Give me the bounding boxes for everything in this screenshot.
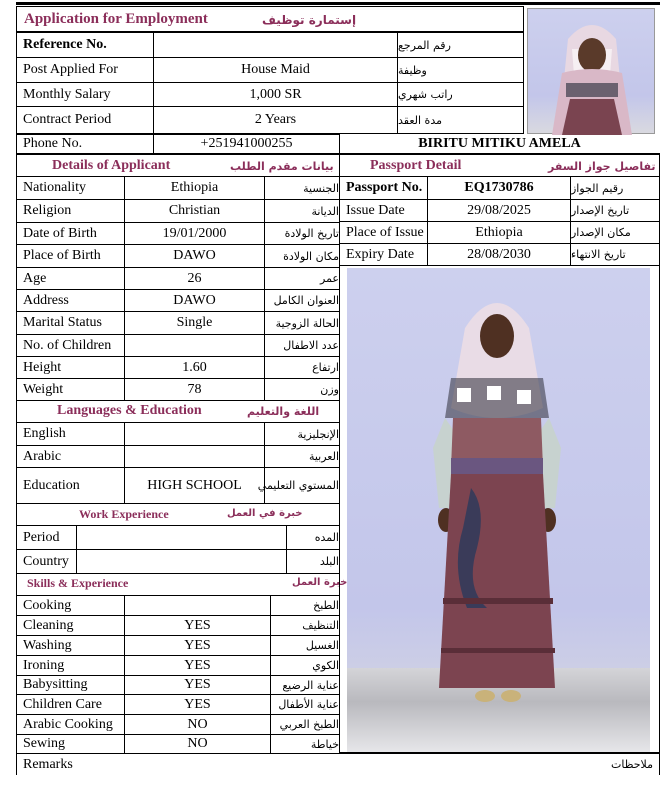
field-value: YES [124,675,271,695]
field-value: Ethiopia [124,176,265,200]
passport-title-row [339,154,660,177]
title-ar: إستمارة توظيف [262,13,357,27]
field-value: YES [124,615,271,636]
languages-title-ar: اللغة والتعليم [247,405,320,418]
field-label-ar: العربية [264,445,340,468]
skills-title-row [16,573,348,595]
field-value: YES [124,655,271,676]
field-value: 28/08/2030 [427,243,571,266]
field-label-ar: تاريخ الإصدار [570,199,660,222]
field-value: DAWO [124,289,265,312]
field-label-ar: الكوي [270,655,340,676]
field-value: HIGH SCHOOL [124,467,265,504]
field-label: Arabic Cooking [16,714,125,735]
field-label-ar: الإنجليزية [264,422,340,446]
portrait-figure [528,9,656,135]
field-label: Education [16,467,125,504]
field-label: Country [16,549,77,574]
phone-label: Phone No. [16,134,154,154]
phone-value: +251941000255 [153,134,340,154]
field-label-ar: راتب شهري [397,82,524,107]
top-border [16,2,660,5]
field-label: Sewing [16,734,125,754]
work-title-ar: خبرة في العمل [227,508,303,519]
field-label-ar: عدد الاطفال [264,334,340,357]
field-label-ar: عناية الأطفال [270,694,340,715]
remarks-label-ar: ملاحظات [611,758,653,771]
field-label: Nationality [16,176,125,200]
field-value [76,549,287,574]
field-value: NO [124,714,271,735]
field-label: Date of Birth [16,222,125,245]
title-en: Application for Employment [24,11,208,27]
field-label-ar: مكان الولادة [264,244,340,268]
details-title-ar: بيانات مقدم الطلب [230,160,334,173]
field-label: Place of Birth [16,244,125,268]
field-value: 1.60 [124,356,265,379]
applicant-portrait-photo [527,8,655,134]
field-value [124,422,265,446]
field-value: 78 [124,378,265,401]
field-label: Ironing [16,655,125,676]
field-label: Marital Status [16,311,125,335]
field-label-ar: الجنسية [264,176,340,200]
field-label: Cooking [16,595,125,616]
field-label: Reference No. [16,32,154,58]
field-value: Single [124,311,265,335]
field-value: 26 [124,267,265,290]
field-value: 2 Years [153,106,398,134]
work-title-row [16,503,340,525]
field-label: Religion [16,199,125,223]
field-label: Expiry Date [339,243,428,266]
field-label-ar: تاريخ الانتهاء [570,243,660,266]
field-label-ar: ارتفاع [264,356,340,379]
field-label: Period [16,525,77,550]
field-value [124,595,271,616]
photo-frame [339,265,660,753]
field-label-ar: الحالة الزوجية [264,311,340,335]
field-label: Post Applied For [16,57,154,83]
work-title-en: Work Experience [79,507,169,521]
passport-title-ar: تفاصيل جواز السفر [548,160,656,173]
field-label: Children Care [16,694,125,715]
field-label-ar: تاريخ الولادة [264,222,340,245]
remarks-label: Remarks [23,756,73,772]
field-label-ar: مدة العقد [397,106,524,134]
field-value: House Maid [153,57,398,83]
field-label-ar: الطبخ العربي [270,714,340,735]
field-value [124,445,265,468]
field-value [153,32,398,58]
field-label-ar: رقم المرجع [397,32,524,58]
field-label: Arabic [16,445,125,468]
field-label: Height [16,356,125,379]
field-label-ar: وزن [264,378,340,401]
field-value: NO [124,734,271,754]
passport-title-en: Passport Detail [370,158,462,173]
field-label: English [16,422,125,446]
languages-title-en: Languages & Education [57,403,202,418]
field-label-ar: وظيفة [397,57,524,83]
field-value: Ethiopia [427,221,571,244]
field-label-ar: الطبخ [270,595,340,616]
field-label: Address [16,289,125,312]
field-label: Weight [16,378,125,401]
field-label-ar: عناية الرضيع [270,675,340,695]
remarks-row [16,753,660,775]
details-title-en: Details of Applicant [52,158,171,173]
details-title-row [16,154,340,177]
field-label: Babysitting [16,675,125,695]
field-label: Age [16,267,125,290]
languages-title-row [16,400,340,423]
field-label-ar: البلد [286,549,340,574]
field-value: 29/08/2025 [427,199,571,222]
field-label: Place of Issue [339,221,428,244]
field-value [124,334,265,357]
field-label: Washing [16,635,125,656]
skills-title-en: Skills & Experience [27,576,129,590]
field-value: 1,000 SR [153,82,398,107]
field-value: Christian [124,199,265,223]
field-value: YES [124,694,271,715]
field-label-ar: الغسيل [270,635,340,656]
header-row [16,6,524,32]
field-value: 19/01/2000 [124,222,265,245]
field-label-ar: التنظيف [270,615,340,636]
skills-title-ar: خبرة العمل [292,577,348,588]
field-value [76,525,287,550]
field-label: Issue Date [339,199,428,222]
field-label-ar: المستوي التعليمي [264,467,340,504]
field-label-ar: المده [286,525,340,550]
field-value: YES [124,635,271,656]
field-value: EQ1730786 [427,176,571,200]
field-label-ar: عمر [264,267,340,290]
field-label: No. of Children [16,334,125,357]
field-value: DAWO [124,244,265,268]
field-label: Contract Period [16,106,154,134]
field-label-ar: خياطة [270,734,340,754]
field-label-ar: مكان الإصدار [570,221,660,244]
field-label-ar: العنوان الكامل [264,289,340,312]
field-label-ar: الديانة [264,199,340,223]
field-label: Monthly Salary [16,82,154,107]
field-label: Passport No. [339,176,428,200]
field-label: Cleaning [16,615,125,636]
field-label-ar: رقيم الجواز [570,176,660,200]
applicant-name: BIRITU MITIKU AMELA [339,134,660,154]
